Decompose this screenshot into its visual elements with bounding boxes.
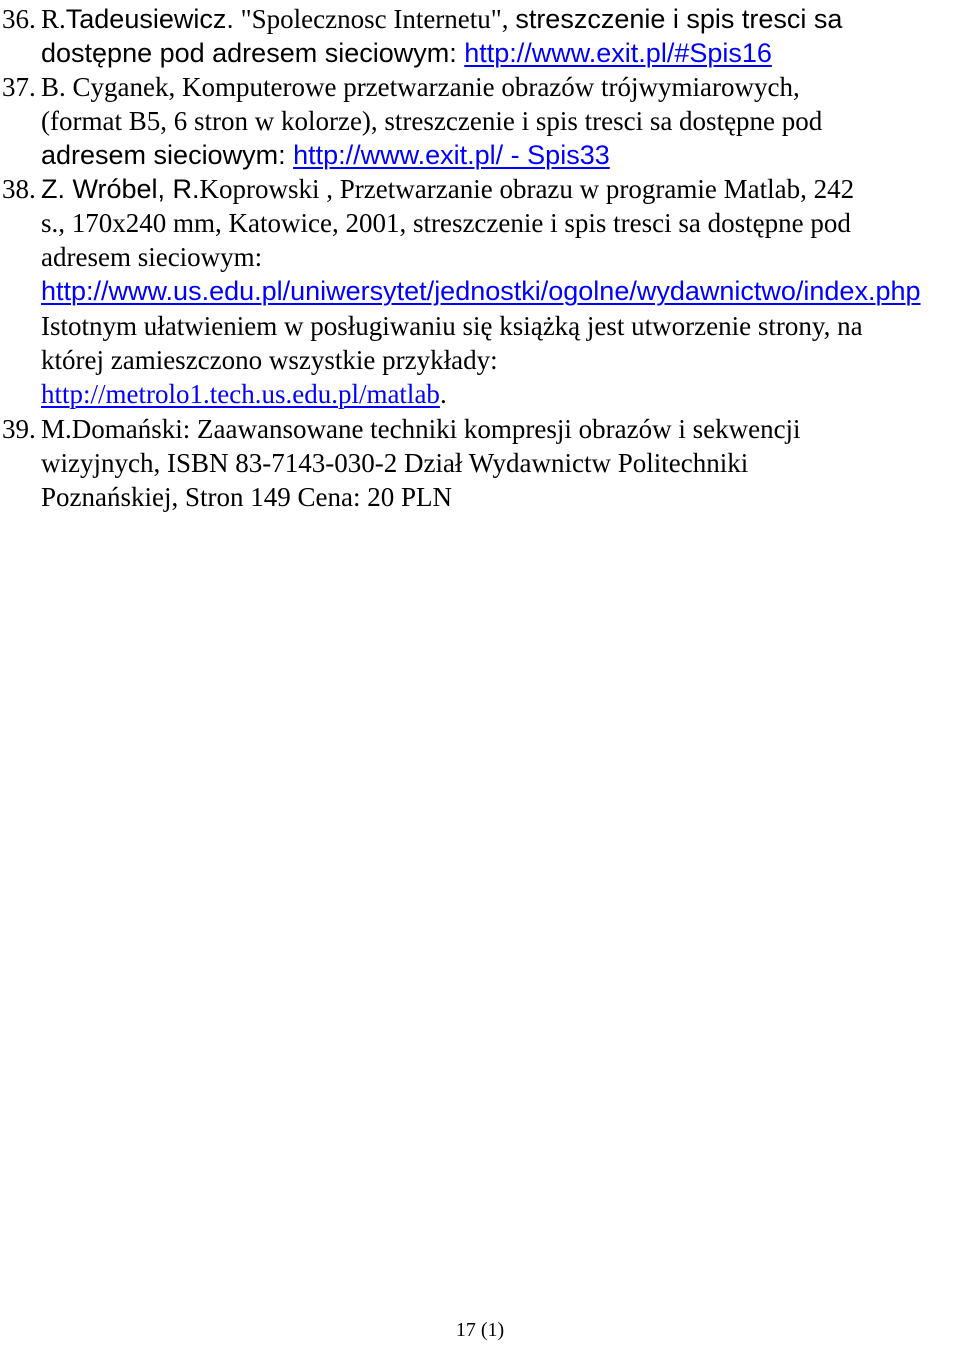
reference-title: "Spolecznosc Internetu", (240, 4, 509, 34)
reference-description: streszczenie i spis tresci sa (515, 4, 843, 34)
reference-number: 37. (2, 72, 36, 102)
reference-description: Poznańskiej, Stron 149 Cena: 20 PLN (41, 482, 452, 512)
reference-description: wizyjnych, ISBN 83-7143-030-2 Dział Wydawnictw Politechniki (41, 448, 749, 478)
reference-38-line-3 (41, 240, 262, 274)
reference-37-line-1 (2, 70, 800, 104)
reference-38-note-line-3 (41, 377, 447, 411)
reference-description: adresem sieciowym: (41, 140, 286, 170)
reference-39-line-3 (41, 480, 452, 514)
reference-author-initial: R. (41, 4, 66, 34)
reference-39-line-1 (2, 412, 801, 446)
reference-number: 39. (2, 414, 36, 444)
reference-36-line-2 (41, 36, 772, 70)
reference-37-line-3 (41, 138, 610, 172)
reference-description: Koprowski , Przetwarzanie obrazu w programie Matlab, 242 (199, 174, 855, 204)
reference-author: M. (41, 414, 72, 444)
reference-38-line-1 (2, 172, 854, 206)
reference-38-note-line-2 (41, 343, 498, 377)
reference-note: której zamieszczono wszystkie przykłady: (41, 345, 498, 375)
reference-38-note-line-1 (41, 309, 863, 343)
reference-39-line-2 (41, 446, 748, 480)
reference-link[interactable]: http://www.exit.pl/ - Spis33 (293, 140, 610, 170)
reference-37-line-2 (41, 104, 822, 138)
reference-number: 38. (2, 174, 36, 204)
reference-note-link[interactable]: http://metrolo1.tech.us.edu.pl/matlab (41, 379, 440, 409)
reference-description: s., 170x240 mm, Katowice, 2001, streszczenie i spis tresci sa dostępne pod (41, 208, 851, 238)
reference-description: (format B5, 6 stron w kolorze), streszczenie i spis tresci sa dostępne pod (41, 106, 823, 136)
reference-note-suffix: . (439, 379, 447, 409)
reference-note: Istotnym ułatwieniem w posługiwaniu się książką jest utworzenie strony, na (41, 311, 863, 341)
reference-link[interactable]: http://www.us.edu.pl/uniwersytet/jednostki/ogolne/wydawnictwo/index.php (41, 276, 921, 306)
reference-link[interactable]: http://www.exit.pl/#Spis16 (464, 38, 772, 68)
reference-number: 36. (2, 4, 36, 34)
reference-description: Domański: Zaawansowane techniki kompresji obrazów i sekwencji (71, 414, 801, 444)
page-number: 17 (1) (455, 1319, 505, 1341)
reference-description: adresem sieciowym: (41, 242, 263, 272)
reference-description: dostępne pod adresem sieciowym: (41, 38, 457, 68)
reference-author: Tadeusiewicz. (65, 4, 234, 34)
reference-38-line-4 (41, 274, 921, 308)
reference-38-line-2 (41, 206, 851, 240)
reference-description: B. Cyganek, Komputerowe przetwarzanie obrazów trójwymiarowych, (41, 72, 800, 102)
reference-author: Z. Wróbel, R. (41, 174, 200, 204)
reference-36-line-1 (2, 2, 842, 36)
